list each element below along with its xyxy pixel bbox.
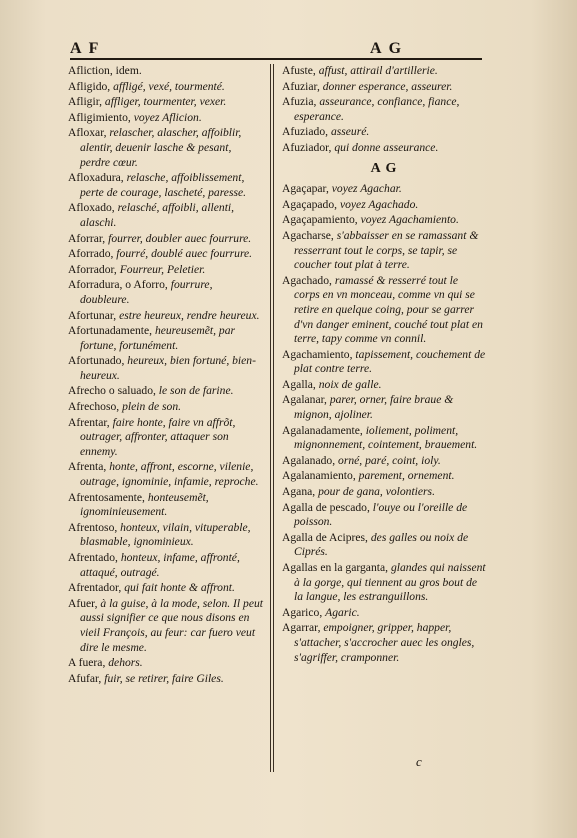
entry-definition: honte, affront, escorne, vilenie, outrage, ignominie, infamie, reproche. bbox=[80, 460, 259, 489]
header-rule bbox=[70, 58, 482, 60]
dictionary-entry bbox=[282, 213, 486, 228]
entry-definition: voyez Agachado. bbox=[339, 197, 419, 211]
entry-definition: honteusemẽt, ignominieusement. bbox=[80, 490, 209, 519]
running-head-left: A F bbox=[70, 40, 101, 57]
dictionary-entry bbox=[68, 309, 264, 324]
entry-headword: Aforradura, o Aforro, bbox=[68, 278, 168, 292]
entry-definition: Agaric. bbox=[325, 605, 360, 619]
dictionary-entry bbox=[282, 606, 486, 621]
entry-headword: Afuste, bbox=[282, 64, 316, 77]
dictionary-entry bbox=[68, 460, 264, 489]
entry-headword: Afrenta, bbox=[68, 460, 107, 474]
dictionary-entry bbox=[282, 485, 486, 500]
entry-headword: Agalanamiento, bbox=[282, 469, 356, 483]
entry-definition: voyez Agachamiento. bbox=[360, 213, 459, 227]
entry-definition: relascher, alascher, affoiblir, alentir, deuenir lasche & pesant, perdre cœur. bbox=[80, 126, 242, 169]
entry-headword: Afufar, bbox=[68, 671, 102, 685]
entry-definition: ramassé & resserré tout le corps en vn monceau, comme vn qui se retire en quelque coing, pour se garrer d'vn danger eminent, couché tout plat en terre, tapy comme vn connil. bbox=[294, 273, 483, 346]
dictionary-entry bbox=[282, 274, 486, 347]
entry-definition: affliger, tourmenter, vexer. bbox=[104, 95, 227, 109]
entry-headword: Afortunadamente, bbox=[68, 324, 153, 338]
section-subhead: A G bbox=[370, 160, 398, 176]
entry-definition: noix de galle. bbox=[318, 377, 382, 391]
entry-definition: fourrer, doubler auec fourrure. bbox=[108, 231, 252, 245]
entry-definition: asseuré. bbox=[330, 125, 370, 139]
dictionary-entry bbox=[282, 198, 486, 213]
entry-headword: A fuera, bbox=[68, 656, 106, 670]
dictionary-entry bbox=[282, 501, 486, 530]
dictionary-entry bbox=[282, 469, 486, 484]
running-head-right: A G bbox=[370, 40, 404, 57]
dictionary-entry bbox=[68, 491, 264, 520]
left-column bbox=[68, 64, 264, 687]
entry-headword: Afliction, idem. bbox=[68, 64, 142, 77]
entry-definition: voyez Aflicion. bbox=[133, 110, 202, 124]
signature-mark: c bbox=[416, 754, 422, 769]
entry-headword: Agalla de Acipres, bbox=[282, 530, 368, 544]
entry-headword: Agarico, bbox=[282, 605, 323, 619]
entry-headword: Agaçapar, bbox=[282, 182, 329, 196]
entry-headword: Afligimiento, bbox=[68, 110, 131, 124]
dictionary-entry bbox=[68, 64, 264, 79]
entry-definition: plein de son. bbox=[122, 400, 182, 414]
right-column bbox=[282, 64, 486, 666]
entry-definition: parement, ornement. bbox=[358, 469, 455, 483]
dictionary-entry bbox=[282, 454, 486, 469]
entry-definition: qui fait honte & affront. bbox=[124, 581, 235, 595]
entry-definition: empoigner, gripper, happer, s'attacher, s'accrocher auec les ongles, s'agriffer, cramponner. bbox=[294, 621, 475, 664]
entry-headword: Afortunar, bbox=[68, 308, 117, 322]
dictionary-entry bbox=[68, 201, 264, 230]
dictionary-entry bbox=[282, 561, 486, 605]
entry-definition: heureux, bien fortuné, bien-heureux. bbox=[80, 354, 256, 382]
dictionary-entry bbox=[282, 141, 486, 156]
dictionary-entry bbox=[282, 531, 486, 560]
dictionary-entry bbox=[68, 95, 264, 110]
entry-definition: s'abbaisser en se ramassant & resserrant tout le corps, se tapir, se coucher tout plat à terre. bbox=[294, 228, 479, 272]
entry-definition: honteux, infame, affronté, attaqué, outragé. bbox=[80, 551, 240, 579]
entry-headword: Agaçapamiento, bbox=[282, 213, 358, 227]
column-divider-second bbox=[273, 64, 274, 772]
dictionary-entry bbox=[68, 400, 264, 415]
dictionary-entry bbox=[68, 232, 264, 247]
entry-headword: Agachado, bbox=[282, 273, 332, 287]
entry-definition: fuir, se retirer, faire Giles. bbox=[104, 671, 224, 685]
entry-headword: Afortunado, bbox=[68, 354, 125, 368]
dictionary-entry bbox=[68, 247, 264, 262]
entry-headword: Afrentador, bbox=[68, 581, 122, 595]
entry-definition: le son de farine. bbox=[158, 384, 234, 398]
dictionary-entry bbox=[68, 551, 264, 580]
dictionary-entry bbox=[282, 424, 486, 453]
entry-headword: Agacharse, bbox=[282, 228, 334, 242]
entry-headword: Afrentoso, bbox=[68, 520, 118, 534]
entry-headword: Agalanar, bbox=[282, 393, 327, 407]
entry-definition: asseurance, confiance, fiance, esperance. bbox=[294, 95, 460, 123]
entry-headword: Agallas en la garganta, bbox=[282, 561, 389, 574]
entry-definition: parer, orner, faire braue & mignon, ajoliner. bbox=[294, 393, 454, 422]
dictionary-entry bbox=[68, 521, 264, 550]
entry-headword: Agaçapado, bbox=[282, 197, 338, 211]
dictionary-entry bbox=[282, 229, 486, 273]
dictionary-entry bbox=[282, 621, 486, 665]
dictionary-entry bbox=[68, 324, 264, 353]
entry-definition: orné, paré, coint, ioly. bbox=[338, 453, 441, 467]
dictionary-entry bbox=[282, 378, 486, 393]
entry-headword: Afrecho o saluado, bbox=[68, 384, 156, 398]
dictionary-entry bbox=[68, 263, 264, 278]
dictionary-entry bbox=[68, 278, 264, 307]
entry-headword: Agalla de pescado, bbox=[282, 500, 370, 514]
entry-headword: Afrentar, bbox=[68, 415, 110, 429]
dictionary-entry bbox=[68, 171, 264, 200]
entry-headword: Afrentosamente, bbox=[68, 490, 145, 504]
entry-definition: fourré, doublé auec fourrure. bbox=[116, 247, 253, 261]
entry-headword: Afuzia, bbox=[282, 95, 317, 109]
entry-definition: relasche, affoiblissement, perte de courage, lascheté, paresse. bbox=[80, 171, 247, 199]
column-divider bbox=[270, 64, 271, 772]
dictionary-entry bbox=[68, 672, 264, 687]
entry-headword: Agalanado, bbox=[282, 453, 336, 467]
dictionary-entry bbox=[68, 581, 264, 596]
entry-definition: dehors. bbox=[108, 656, 143, 670]
entry-definition: glandes qui naissent à la gorge, qui tiennent au gros bout de la langue, les estranguillons. bbox=[294, 561, 486, 604]
entry-definition: affligé, vexé, tourmenté. bbox=[113, 79, 225, 93]
dictionary-entry bbox=[282, 95, 486, 124]
entry-headword: Aforrador, bbox=[68, 262, 117, 276]
dictionary-entry bbox=[68, 597, 264, 655]
entry-headword: Afuziador, bbox=[282, 140, 332, 154]
dictionary-entry bbox=[282, 393, 486, 422]
entry-headword: Afligir, bbox=[68, 95, 102, 109]
entry-definition: l'ouye ou l'oreille de poisson. bbox=[294, 500, 468, 529]
dictionary-entry bbox=[282, 348, 486, 377]
entry-definition: à la guise, à la mode, selon. Il peut aussi signifier ce que nous disons en vieil François, au feur: car fuero veut dire le mesme. bbox=[80, 596, 264, 654]
entry-definition: tapissement, couchement de plat contre terre. bbox=[294, 347, 486, 376]
entry-definition: donner esperance, asseurer. bbox=[322, 79, 453, 93]
dictionary-entry bbox=[282, 182, 486, 197]
entry-headword: Aforrado, bbox=[68, 247, 114, 261]
dictionary-entry bbox=[282, 80, 486, 95]
entry-definition: faire honte, faire vn affrõt, outrager, affronter, attaquer son ennemy. bbox=[80, 415, 236, 458]
entry-headword: Agarrar, bbox=[282, 621, 321, 635]
entry-headword: Afuer, bbox=[68, 596, 98, 610]
entry-headword: Afuziado, bbox=[282, 125, 329, 139]
entry-definition: estre heureux, rendre heureux. bbox=[119, 308, 260, 322]
dictionary-entry bbox=[68, 111, 264, 126]
entry-definition: relasché, affoibli, allenti, alaschi. bbox=[80, 201, 235, 229]
entry-headword: Afligido, bbox=[68, 79, 111, 93]
dictionary-entry bbox=[68, 384, 264, 399]
entry-headword: Afloxadura, bbox=[68, 171, 124, 185]
entry-definition: qui donne asseurance. bbox=[334, 140, 439, 154]
entry-headword: Afuziar, bbox=[282, 79, 320, 93]
entry-headword: Afloxado, bbox=[68, 201, 115, 215]
entry-headword: Agalla, bbox=[282, 377, 316, 391]
entry-definition: honteux, vilain, vituperable, blasmable, ignominieux. bbox=[80, 520, 251, 549]
entry-definition: fourrure, doubleure. bbox=[80, 278, 213, 306]
dictionary-entry bbox=[68, 656, 264, 671]
entry-definition: Fourreur, Peletier. bbox=[119, 262, 206, 276]
entry-headword: Agana, bbox=[282, 485, 316, 499]
entry-definition: ioliement, poliment, mignonnement, cointement, brauement. bbox=[294, 423, 478, 452]
entry-definition: heureusemẽt, par fortune, fortunément. bbox=[80, 324, 236, 352]
entry-definition: pour de gana, volontiers. bbox=[318, 485, 435, 499]
entry-headword: Afrentado, bbox=[68, 551, 118, 564]
dictionary-entry bbox=[282, 64, 486, 79]
entry-definition: des galles ou noix de Ciprés. bbox=[294, 530, 469, 559]
entry-headword: Agachamiento, bbox=[282, 347, 353, 361]
entry-definition: voyez Agachar. bbox=[331, 182, 402, 196]
entry-definition: affust, attirail d'artillerie. bbox=[318, 64, 438, 77]
dictionary-entry bbox=[68, 80, 264, 95]
dictionary-entry bbox=[68, 416, 264, 460]
dictionary-entry bbox=[282, 125, 486, 140]
entry-headword: Aforrar, bbox=[68, 231, 106, 245]
entry-headword: Afloxar, bbox=[68, 126, 107, 140]
entry-headword: Afrechoso, bbox=[68, 400, 120, 414]
dictionary-entry bbox=[68, 126, 264, 170]
entry-headword: Agalanadamente, bbox=[282, 423, 363, 437]
dictionary-entry bbox=[68, 354, 264, 383]
